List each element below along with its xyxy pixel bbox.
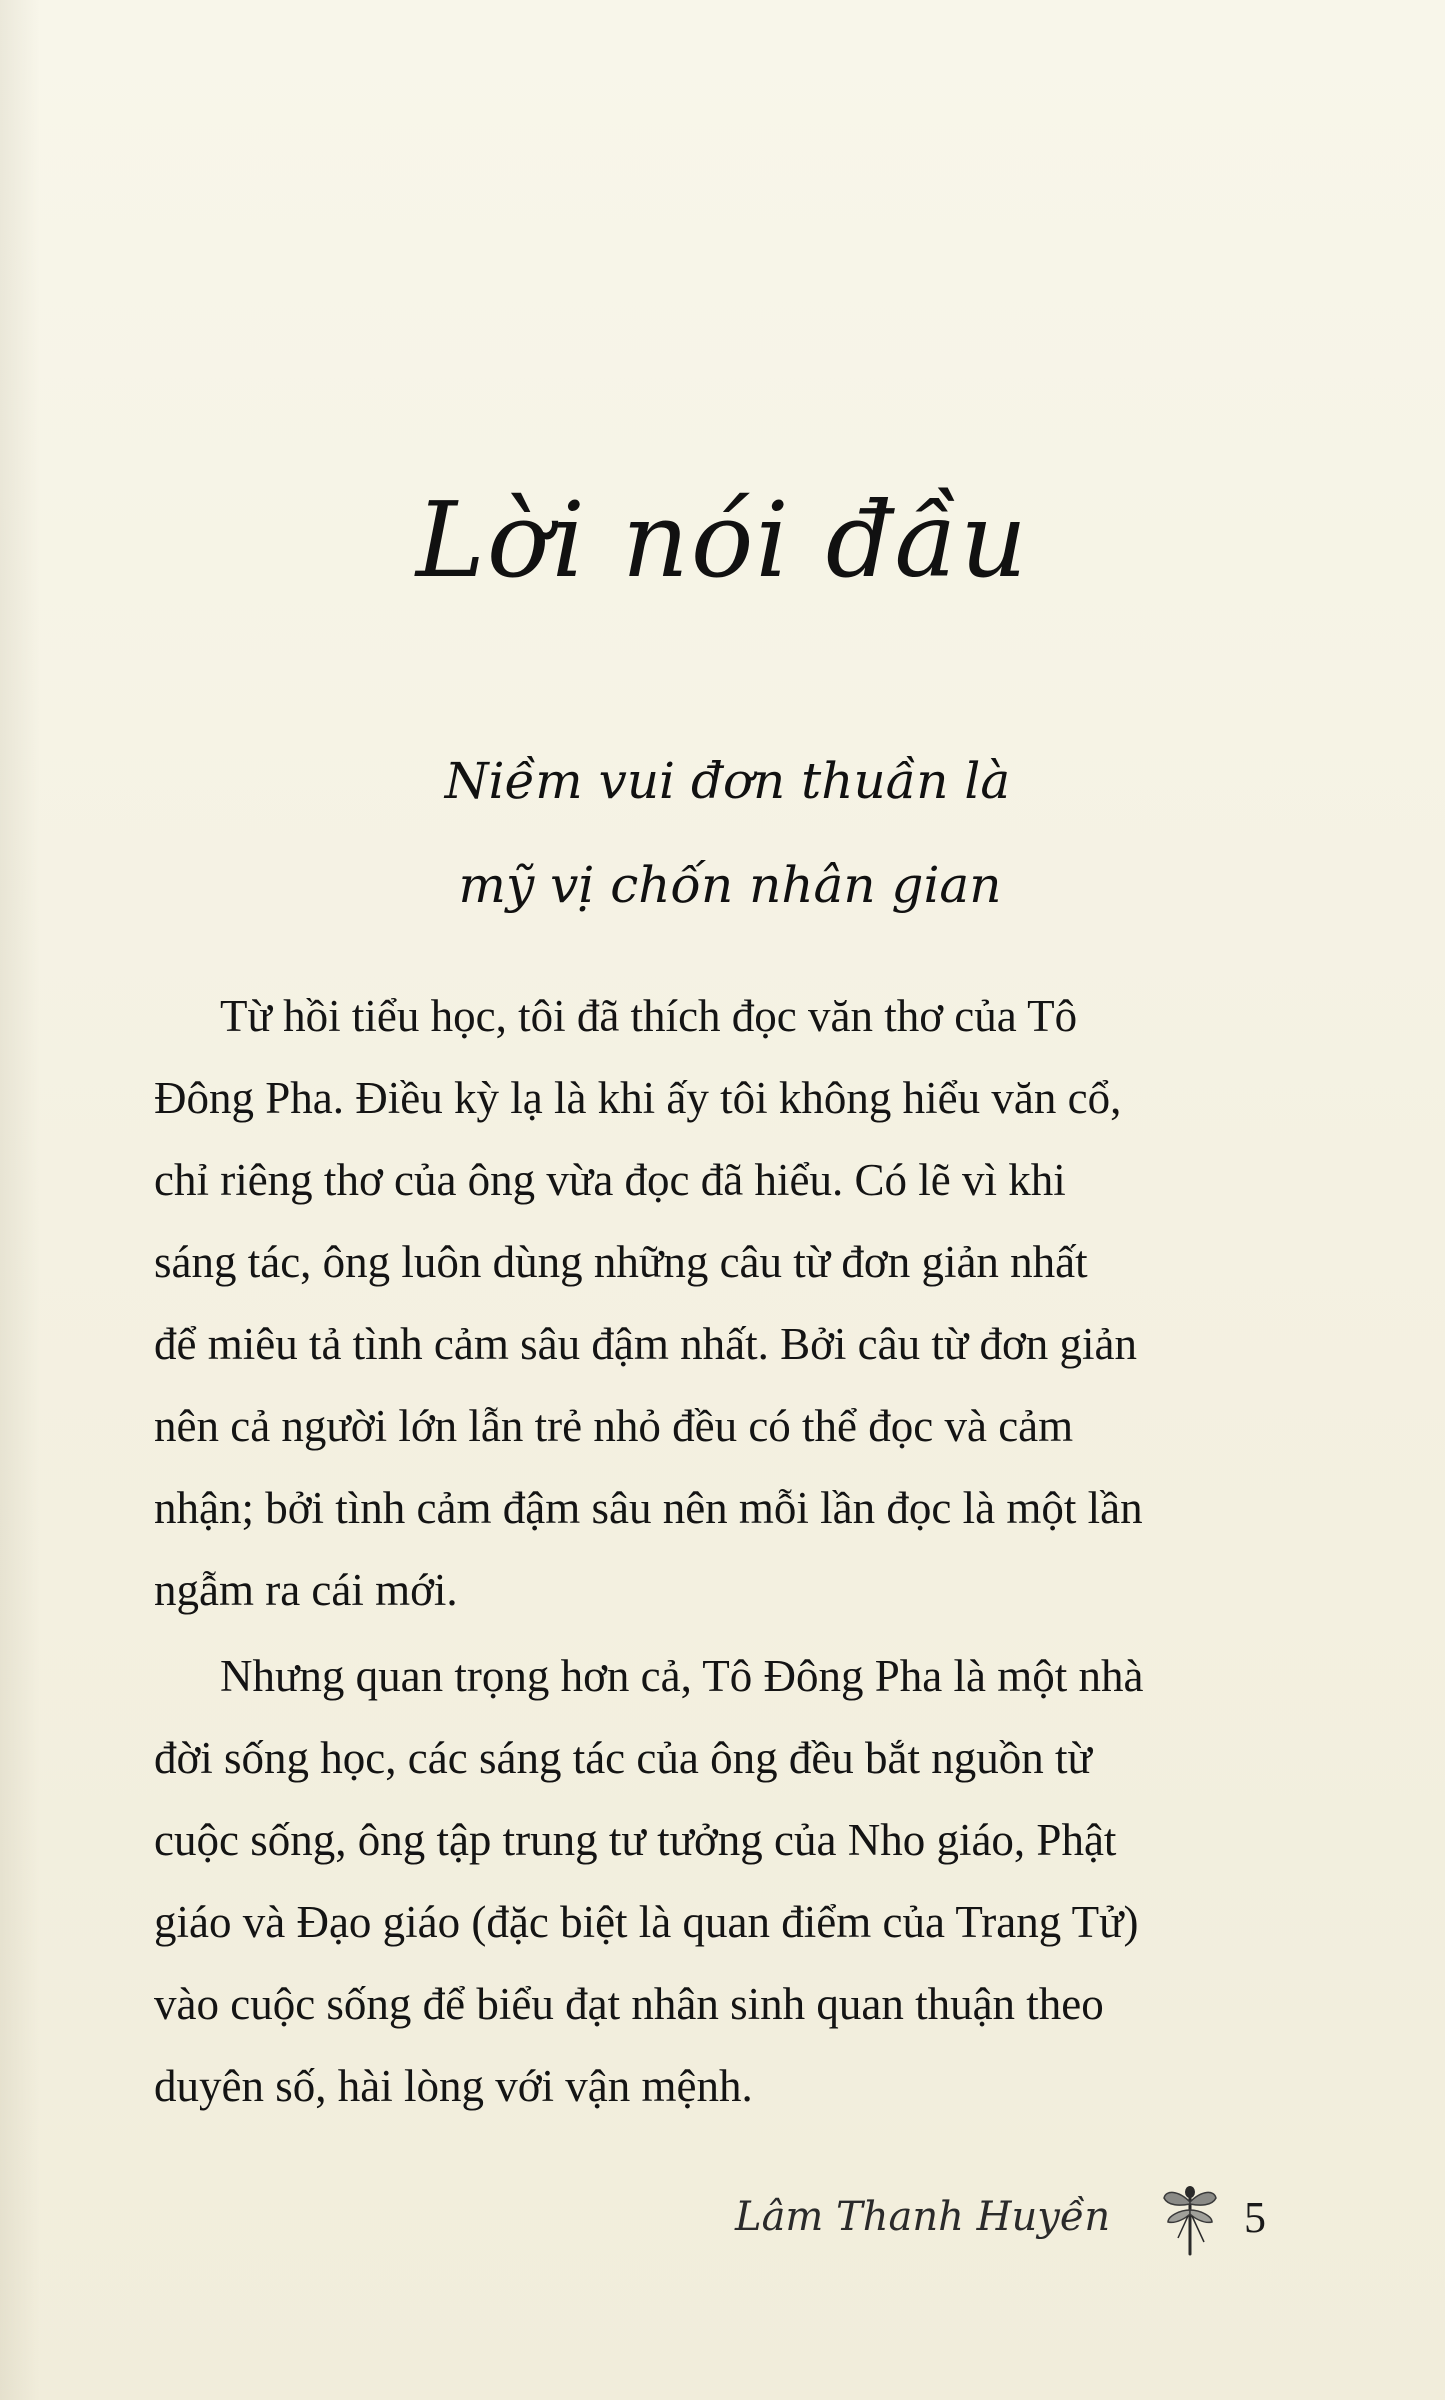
text-line: cuộc sống, ông tập trung tư tưởng của Nho giáo, Phật	[154, 1815, 1117, 1865]
text-line: đời sống học, các sáng tác của ông đều bắt nguồn từ	[154, 1733, 1092, 1783]
author-name: Lâm Thanh Huyền	[735, 2194, 1111, 2240]
text-line: Nhưng quan trọng hơn cả, Tô Đông Pha là một nhà	[220, 1651, 1144, 1701]
subtitle-line-2: mỹ vị chốn nhân gian	[458, 856, 1002, 914]
chapter-title: Lời nói đầu	[415, 479, 1030, 601]
text-line: nhận; bởi tình cảm đậm sâu nên mỗi lần đọc là một lần	[154, 1483, 1143, 1533]
subtitle-line-1: Niềm vui đơn thuần là	[444, 752, 1011, 810]
text-line: nên cả người lớn lẫn trẻ nhỏ đều có thể đọc và cảm	[154, 1401, 1074, 1451]
text-line: sáng tác, ông luôn dùng những câu từ đơn giản nhất	[154, 1237, 1088, 1287]
text-line: ngẫm ra cái mới.	[154, 1565, 458, 1615]
page-number: 5	[1244, 2193, 1266, 2242]
text-line: Đông Pha. Điều kỳ lạ là khi ấy tôi không hiểu văn cổ,	[154, 1073, 1122, 1123]
page-footer	[0, 2190, 1445, 2270]
text-line: giáo và Đạo giáo (đặc biệt là quan điểm của Trang Tử)	[154, 1897, 1139, 1947]
text-line: chỉ riêng thơ của ông vừa đọc đã hiểu. Có lẽ vì khi	[154, 1155, 1066, 1205]
dragonfly-icon	[1160, 2176, 1220, 2266]
text-line: duyên số, hài lòng với vận mệnh.	[154, 2061, 753, 2111]
text-line: để miêu tả tình cảm sâu đậm nhất. Bởi câu từ đơn giản	[154, 1319, 1137, 1369]
text-line: Từ hồi tiểu học, tôi đã thích đọc văn thơ của Tô	[220, 991, 1078, 1041]
text-line: vào cuộc sống để biểu đạt nhân sinh quan thuận theo	[154, 1979, 1104, 2029]
